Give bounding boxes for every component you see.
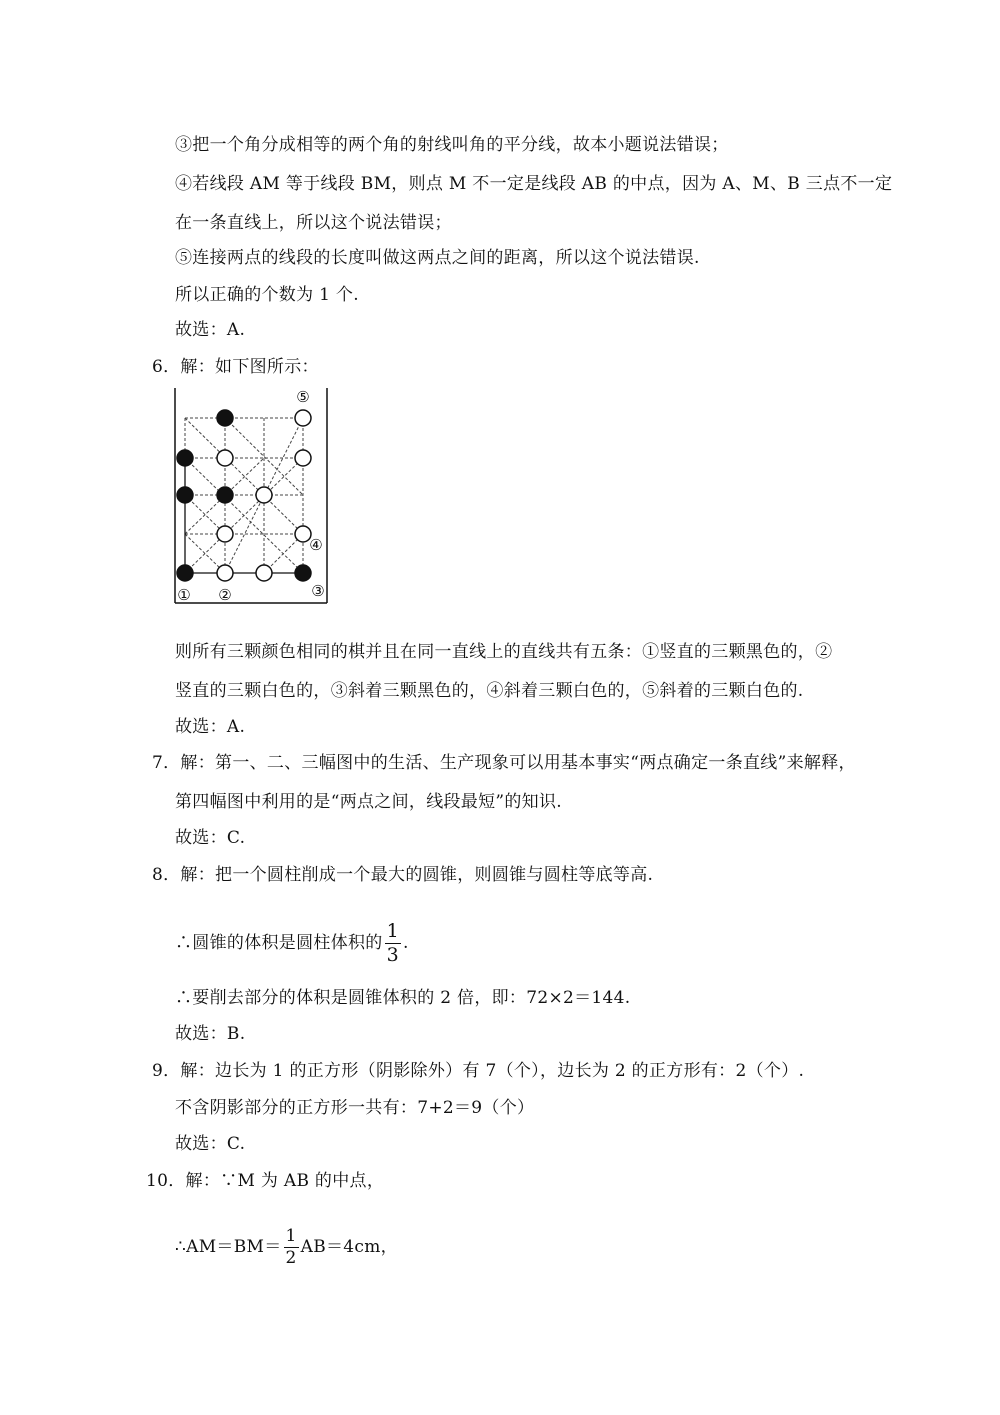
fraction-denominator: 3 [386, 944, 399, 966]
solution5-conclusion: 所以正确的个数为 1 个. [175, 285, 359, 305]
white-piece [295, 410, 311, 426]
fraction-denominator: 2 [285, 1248, 297, 1268]
solution10-line-2 [175, 1228, 398, 1267]
white-piece [295, 450, 311, 466]
solution10-line2-text: ∴AM＝BM＝ [175, 1237, 282, 1257]
fraction-numerator: 1 [285, 1226, 297, 1246]
solution5-line-3: ③把一个角分成相等的两个角的射线叫角的平分线，故本小题说法错误； [175, 135, 729, 155]
solution10-line2-suffix: AB＝4cm， [300, 1237, 398, 1257]
solution7-number: 7． [152, 753, 181, 773]
solution8-text: 解：把一个圆柱削成一个最大的圆锥，则圆锥与圆柱等底等高. [180, 865, 654, 885]
figure-label-1: ① [177, 586, 191, 604]
solution9-line-2: 不含阴影部分的正方形一共有：7+2＝9（个） [175, 1098, 535, 1118]
figure-label-5: ⑤ [296, 388, 310, 406]
figure-label-3: ③ [311, 582, 325, 600]
black-piece [177, 450, 193, 466]
solution6-number: 6． [152, 357, 181, 377]
black-piece [217, 410, 233, 426]
solution8-line-2 [175, 922, 409, 965]
solution5-line-5: ⑤连接两点的线段的长度叫做这两点之间的距离，所以这个说法错误. [175, 248, 700, 268]
white-piece [256, 565, 272, 581]
solution8-number: 8． [152, 865, 181, 885]
solution7-text: 解：第一、二、三幅图中的生活、生产现象可以用基本事实“两点确定一条直线”来解释， [180, 753, 856, 773]
white-piece [256, 487, 272, 503]
black-piece [177, 487, 193, 503]
solution10-text: 解：∵M 为 AB 的中点， [185, 1171, 385, 1191]
white-piece [217, 526, 233, 542]
solution9-number: 9． [152, 1061, 181, 1081]
solution8-line2-suffix: . [403, 933, 409, 953]
grid-lines [185, 418, 303, 573]
solution6-explain-2: 竖直的三颗白色的，③斜着三颗黑色的，④斜着三颗白色的，⑤斜着的三颗白色的. [175, 681, 804, 701]
solution9-text: 解：边长为 1 的正方形（阴影除外）有 7（个），边长为 2 的正方形有：2（个）. [180, 1061, 805, 1081]
solution6-header [152, 355, 319, 379]
black-piece [177, 565, 193, 581]
solution6-intro: 解：如下图所示： [180, 357, 319, 377]
black-piece [295, 565, 311, 581]
solution5-line-4-cont: 在一条直线上，所以这个说法错误； [175, 213, 452, 233]
solution8-line2-text: ∴圆锥的体积是圆柱体积的 [175, 933, 383, 953]
solution7-answer: 故选：C. [175, 828, 246, 848]
chess-board-figure [170, 388, 332, 608]
solution5-answer: 故选：A. [175, 320, 246, 340]
solution6-explain-1: 则所有三颗颜色相同的棋并且在同一直线上的直线共有五条：①竖直的三颗黑色的，② [175, 642, 833, 662]
solution8-line-1 [152, 863, 653, 887]
white-piece [217, 450, 233, 466]
solution8-answer: 故选：B. [175, 1024, 246, 1044]
fraction-numerator: 1 [386, 920, 399, 942]
fraction-one-third [385, 922, 401, 965]
solution8-line-3: ∴要削去部分的体积是圆锥体积的 2 倍，即：72×2＝144. [175, 988, 631, 1008]
figure-label-2: ② [218, 586, 232, 604]
solution10-number: 10． [146, 1171, 186, 1191]
fraction-one-half [284, 1228, 299, 1267]
solution5-line-4: ④若线段 AM 等于线段 BM，则点 M 不一定是线段 AB 的中点，因为 A、M、B 三点不一定 [175, 174, 893, 194]
solution7-line-1 [152, 751, 856, 775]
black-piece [217, 487, 233, 503]
solution9-line-1 [152, 1059, 804, 1083]
solution10-line-1 [146, 1169, 384, 1193]
white-piece [217, 565, 233, 581]
figure-label-4: ④ [309, 536, 323, 554]
solution7-line-2: 第四幅图中利用的是“两点之间，线段最短”的知识. [175, 792, 562, 812]
solution9-answer: 故选：C. [175, 1134, 246, 1154]
solution6-answer: 故选：A. [175, 717, 246, 737]
